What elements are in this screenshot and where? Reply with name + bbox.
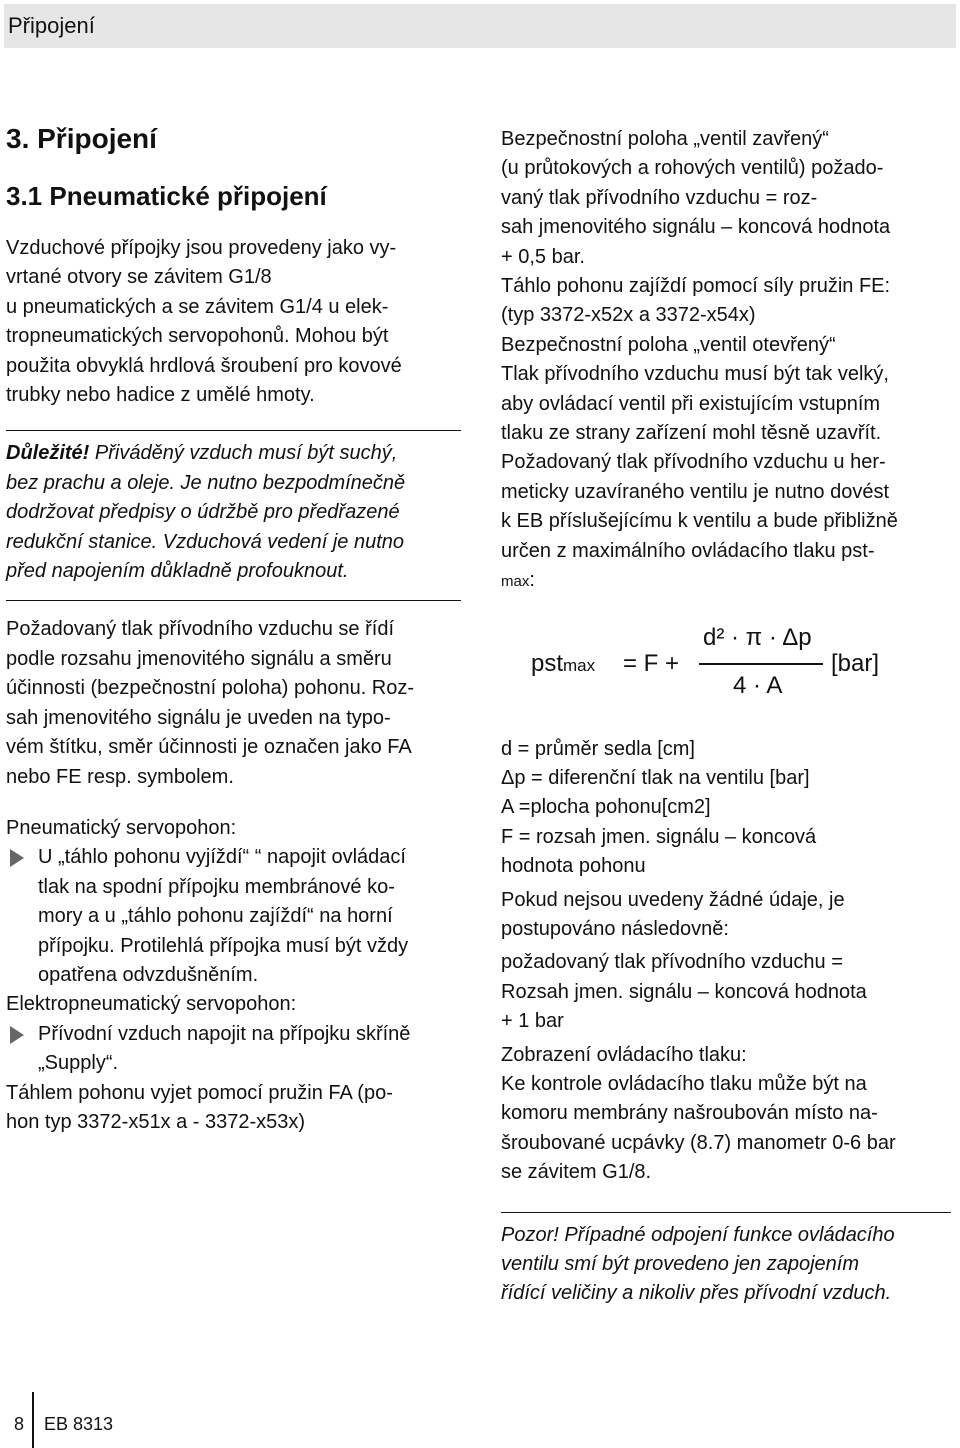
page-header <box>4 4 956 48</box>
formula-lhs: pstmax <box>531 649 596 677</box>
pneumatic-heading: Pneumatický servopohon: <box>6 816 237 839</box>
closed-text: (u průtokových a rohových ventilů) požado- vaný tlak přívodního vzduchu = roz- sah jmenovitého signálu – koncová hodnota + 0,5 bar. <box>501 157 891 268</box>
warning-top-rule <box>501 1212 951 1213</box>
variables-list: d = průměr sedla [cm] Δp = diferenční tlak na ventilu [bar] A =plocha pohonu[cm2] F = rozsah jmen. signálu – koncová hodnota pohonu <box>501 737 817 878</box>
page-footer <box>0 1392 960 1448</box>
no-data-text: požadovaný tlak přívodního vzduchu = Rozsah jmen. signálu – koncová hodnota + 1 bar <box>501 951 867 1033</box>
formula-eq: = F + <box>623 649 680 677</box>
open-heading: Bezpečnostní poloha „ventil otevřený“ <box>501 333 836 356</box>
electropneumatic-heading: Elektropneumatický servopohon: <box>6 993 297 1016</box>
closed-heading: Bezpečnostní poloha „ventil zavřený“ <box>501 128 829 150</box>
display-heading: Zobrazení ovládacího tlaku: <box>501 1043 747 1066</box>
no-data-heading: Pokud nejsou uvedeny žádné údaje, je postupováno následovně: <box>501 888 845 940</box>
fa-paragraph: Táhlem pohonu vyjet pomocí pružin FA (po- hon typ 3372-x51x a - 3372-x53x) <box>6 1081 393 1133</box>
important-note: Důležité! Přiváděný vzduch musí být suchý, bez prachu a oleje. Je nutno bezpodmínečně dodržovat předpisy o údržbě pro předřazené redukční stanice. Vzduchová vedení je nutno před napojením důkladně profouknout. <box>6 442 406 583</box>
fe-text: (typ 3372-x52x a 3372-x54x) <box>501 304 756 327</box>
right-column <box>501 125 951 1309</box>
header-title: Připojení <box>8 13 95 38</box>
footer-divider <box>32 1392 34 1448</box>
warning-label: Pozor! <box>501 1223 559 1246</box>
page-number: 8 <box>14 1414 25 1434</box>
note-top-rule <box>6 430 461 431</box>
note-label: Důležité! <box>6 442 90 465</box>
chapter-title: 3. Připojení <box>6 123 157 154</box>
fraction-line <box>699 663 823 665</box>
warning-note: Pozor! Případné odpojení funkce ovládacího ventilu smí být provedeno jen zapojením řídící veličiny a nikoliv přes přívodní vzduch. <box>501 1223 895 1305</box>
intro-paragraph: Vzduchové přípojky jsou provedeny jako vy- vrtané otvory se závitem G1/8 u pneumatických a se závitem G1/4 u elek- tropneumatických servopohonů. Mohou být použita obvyklá hrdlová šroubení pro kovové trubky nebo hadice z umělé hmoty. <box>6 237 402 407</box>
open-text: Tlak přívodního vzduchu musí být tak velký, aby ovládací ventil při existujícím vstupním tlaku ze strany zařízení mohl těsně uzavřít. Požadovaný tlak přívodního vzduchu u her- meticky uzavíraného ventilu je nutno dovést k EB příslušejícímu k ventilu a bude přibližně určen z maximálního ovládacího tlaku pst- max: <box>501 363 898 592</box>
pneumatic-bullet: U „táhlo pohonu vyjíždí“ “ napojit ovládací tlak na spodní přípojku membránové ko- mory a u „táhlo pohonu zajíždí“ na horní přípojku. Protilehlá přípojka musí být vždy opatřena odvzdušněním. <box>6 843 461 990</box>
document-code: EB 8313 <box>44 1414 114 1434</box>
pressure-formula <box>531 619 951 709</box>
section-title: 3.1 Pneumatické připojení <box>6 181 327 211</box>
formula-denominator: 4 · A <box>733 671 783 699</box>
electropneumatic-bullet: Přívodní vzduch napojit na přípojku skříně „Supply“. <box>6 1020 461 1079</box>
bullet-arrow-icon <box>10 1026 24 1044</box>
fe-heading: Táhlo pohonu zajíždí pomocí síly pružin FE: <box>501 275 891 298</box>
formula-unit: [bar] <box>831 649 880 677</box>
left-column <box>6 120 461 1137</box>
bullet-arrow-icon <box>10 849 24 867</box>
formula-numerator: d² · π · Δp <box>703 623 812 651</box>
display-text: Ke kontrole ovládacího tlaku může být na komoru membrány našroubován místo na- šroubované ucpávky (8.7) manometr 0-6 bar se závitem G1/8. <box>501 1072 896 1184</box>
pressure-paragraph: Požadovaný tlak přívodního vzduchu se řídí podle rozsahu jmenovitého signálu a směru účinnosti (bezpečnostní poloha) pohonu. Roz- sah jmenovitého signálu je uveden na typo- vém štítku, směr účinnosti je označen jako FA nebo FE resp. symbolem. <box>6 618 415 788</box>
